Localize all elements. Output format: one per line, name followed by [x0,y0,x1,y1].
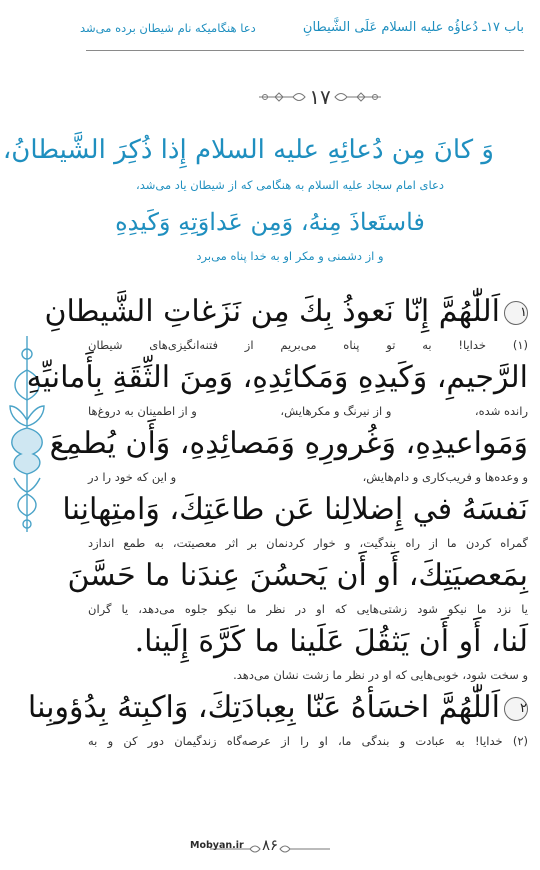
verse-persian-part: و وعده‌ها و فریب‌کاری و دام‌هایش، [362,470,528,484]
page-header [80,20,524,42]
title-arabic: وَ كانَ مِن دُعائِهِ عليه السلام إِذا ذُكِرَ الشَّيطانُ، [2,135,494,165]
prayer-number: ۱۷ [309,85,331,109]
verse-arabic: بِمَعصيَتِكَ، أَو أَن يَحسُنَ عِندَنا ما حَسَّنَ [67,558,528,593]
chapter-subtitle: دعا هنگامیکه نام شیطان برده می‌شد [80,21,256,35]
verse-arabic-text: اَللّٰهُمَّ إِنّا نَعوذُ بِكَ مِن نَزَغاتِ الشَّيطانِ [44,294,500,329]
title-persian-2: و از دشمنی و مکر او به خدا پناه می‌برد [196,249,384,263]
prayer-body [26,288,528,750]
verse-persian [88,402,528,420]
verse-arabic-text: اَللّٰهُمَّ اخسَأهُ عَنّا بِعِبادَتِكَ، وَاكبِتهُ بِدُؤوبِنا [27,690,500,725]
title-persian: دعای امام سجاد علیه السلام به هنگامی که از شیطان یاد می‌شد، [136,178,444,192]
verse-persian-part: و از اطمینان به دروغ‌ها [88,404,197,418]
verse-arabic: لَنا، أَو أَن يَثقُلَ عَلَينا ما كَرَّهَ إِلَينا. [134,624,528,659]
verse-persian: یا نزد ما نیکو شود زشتی‌هایی که او در نظر ما نیکو جلوه می‌دهد، یا گران [88,602,528,616]
verse [26,354,528,420]
verse-arabic [44,288,528,336]
verse [62,486,528,552]
verse [88,618,528,684]
verse-persian: گمراه کردن ما از راه بندگیت، و خوار کردنمان بر اثر معصیتت، به طمع اندازد [88,536,528,550]
verse [44,288,528,354]
verse-persian: (۲) خدایا! به عبادت و بندگی ما، او را از عرصه‌گاه زندگیمان دور کن و به [88,734,528,748]
prayer-number-ornament [255,85,385,109]
verse [49,420,528,486]
page-number: ۸۶ [261,836,279,854]
verse [67,552,528,618]
verse-arabic [27,684,528,732]
verse-persian: و سخت شود، خوبی‌هایی که او در نظر ما زشت نشان می‌دهد. [233,668,528,682]
verse-arabic: الرَّجيمِ، وَكَيدِهِ وَمَكائِدِهِ، وَمِنَ الثِّقَةِ بِأَمانيِّهِ [26,360,528,395]
verse-persian-part: و از نیرنگ و مکرهایش، [280,404,392,418]
verse-number-badge: ۱ [504,301,528,325]
verse-persian [88,468,528,486]
chapter-title: باب ۱۷ـ دُعاؤُه عليه السلام عَلَى الشَّيطانِ [302,20,524,35]
verse-arabic: نَفسَهُ في إِضلالِنا عَن طاعَتِكَ، وَامتِهانِنا [62,492,528,527]
verse-number-badge: ۲ [504,697,528,721]
verse [27,684,528,750]
site-brand[interactable]: Mobyan.ir [190,840,244,851]
verse-persian: (۱) خدایا! به تو پناه می‌بریم از فتنه‌انگیزی‌های شیطان [88,338,528,352]
title-arabic-2: فاستَعاذَ مِنهُ، وَمِن عَداوَتِهِ وَكَيدِهِ [115,208,425,236]
verse-persian-part: و این که خود را در [88,470,177,484]
verse-arabic: وَمَواعيدِهِ، وَغُرورِهِ وَمَصائِدِهِ، وَأَن يُطمِعَ [49,426,528,461]
header-divider [86,50,524,51]
verse-persian-part: رانده شده، [474,404,528,418]
